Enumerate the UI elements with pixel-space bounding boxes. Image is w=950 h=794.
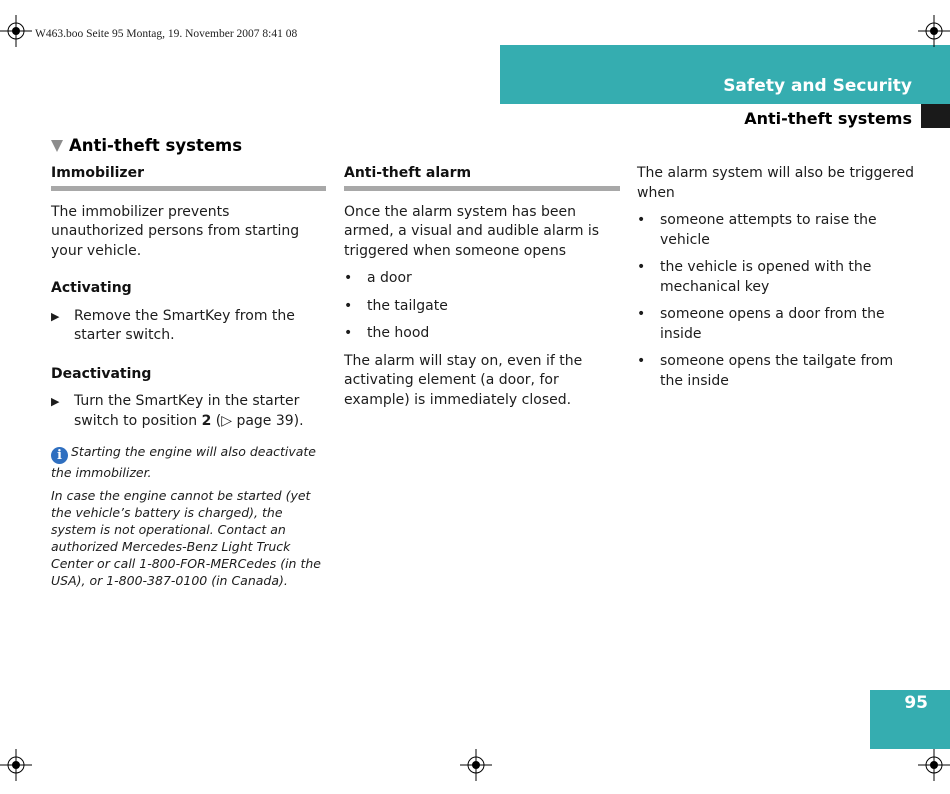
arrow-right-icon: ▶ — [51, 395, 60, 408]
deactivating-heading: Deactivating — [51, 365, 152, 382]
list-item: • someone opens a door from the inside — [637, 306, 885, 342]
arrow-right-icon: ▶ — [51, 309, 60, 323]
key-position: 2 — [201, 412, 212, 429]
info-note-2: In case the engine cannot be started (yet the vehicle’s battery is charged), the system is not operational. Contact an authorized Mercedes-Benz Light Truck Center or call 1-800-FOR-MERCedes (in the USA), or 1-800-387-0100 (in Canada). — [51, 488, 321, 588]
list-item: • a door — [344, 270, 412, 286]
column-immobilizer — [51, 164, 326, 589]
activating-step-text: Remove the SmartKey from the starter switch. — [74, 307, 295, 343]
immobilizer-heading: Immobilizer — [51, 165, 144, 181]
info-icon: i — [51, 447, 68, 464]
registration-mark-icon — [460, 749, 492, 781]
info-note-1 — [51, 443, 326, 481]
registration-mark-icon — [0, 15, 32, 47]
print-slug: W463.boo Seite 95 Montag, 19. November 2007 8:41 08 — [35, 28, 298, 40]
deactivating-step-text: Turn the SmartKey in the starter switch to position 2 (▷ page 39). — [74, 393, 304, 429]
list-item: • someone opens the tailgate from the inside — [637, 353, 894, 389]
heading-rule — [344, 186, 620, 191]
alarm-heading: Anti-theft alarm — [344, 165, 472, 181]
thumb-tab — [921, 104, 950, 128]
triangle-down-icon — [51, 140, 63, 152]
subsection-title: Anti-theft systems — [744, 109, 912, 128]
activating-heading: Activating — [51, 280, 132, 296]
list-item: • the hood — [344, 325, 430, 341]
immobilizer-intro: The immobilizer prevents unauthorized persons from starting your vehicle. — [51, 203, 300, 259]
registration-mark-icon — [918, 15, 950, 47]
registration-mark-icon — [0, 749, 32, 781]
activating-step — [51, 307, 326, 346]
alarm-intro: Once the alarm system has been armed, a visual and audible alarm is triggered when someone opens — [344, 203, 600, 259]
deactivating-step — [51, 392, 326, 431]
main-heading-text: Anti-theft systems — [69, 136, 243, 155]
alarm-outro: The alarm will stay on, even if the activating element (a door, for example) is immediately closed. — [344, 352, 583, 408]
column-alarm — [344, 164, 620, 410]
main-heading — [51, 136, 242, 155]
section-title: Safety and Security — [723, 76, 912, 96]
registration-mark-icon — [918, 749, 950, 781]
info-note-1-text: Starting the engine will also deactivate the immobilizer. — [51, 444, 316, 480]
page-number: 95 — [904, 693, 928, 713]
column-triggers — [637, 164, 917, 391]
list-item: • the vehicle is opened with the mechanical key — [637, 259, 872, 295]
heading-rule — [51, 186, 326, 191]
triggers-intro: The alarm system will also be triggered when — [637, 165, 914, 201]
list-item: • someone attempts to raise the vehicle — [637, 212, 877, 248]
list-item: • the tailgate — [344, 297, 448, 314]
